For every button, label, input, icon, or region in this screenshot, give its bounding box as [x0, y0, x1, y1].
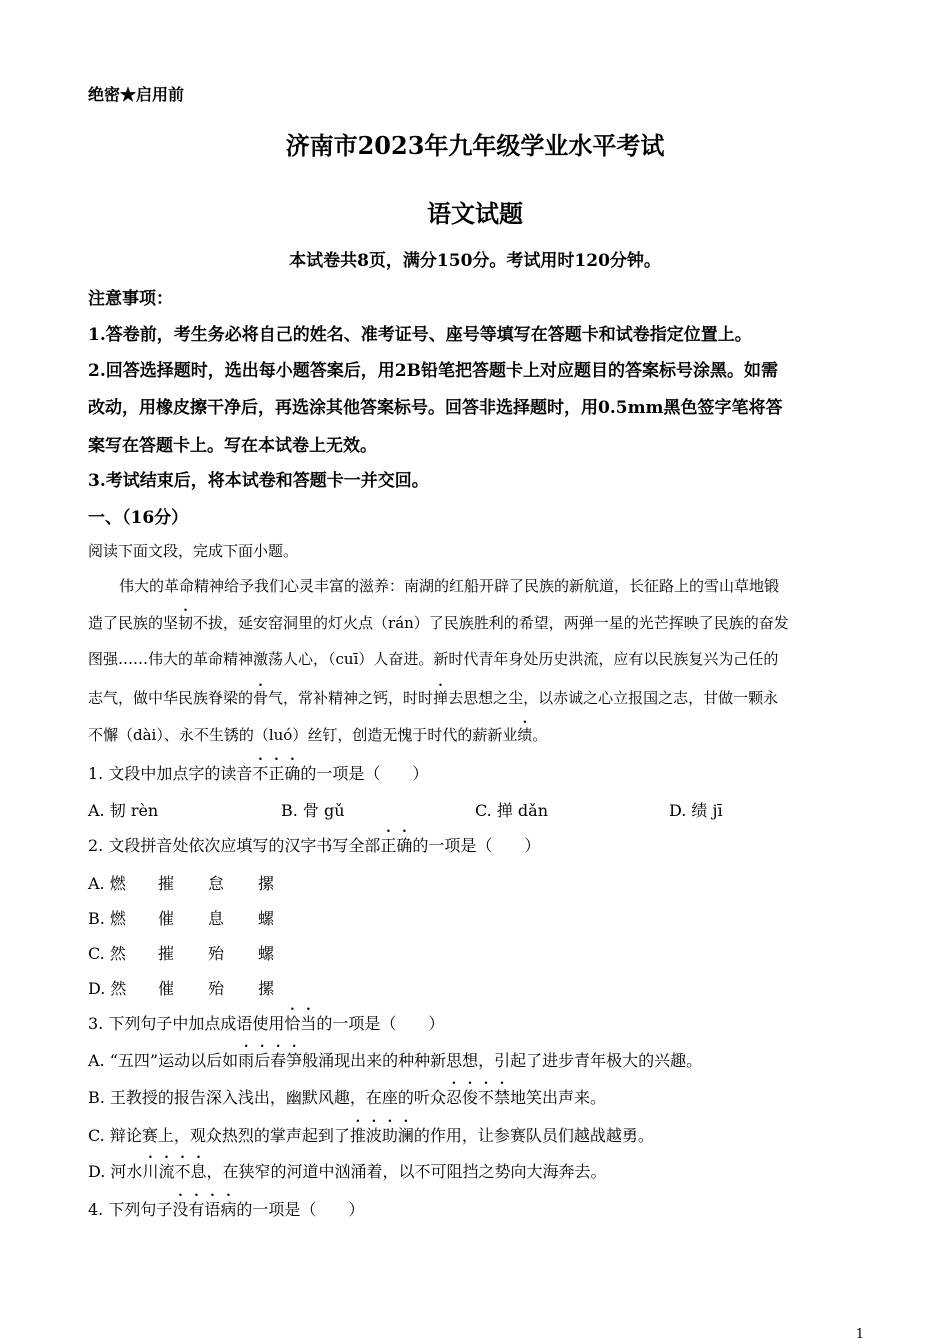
passage-line-2: 造了民族的坚韧不拔，延安窑洞里的灯火点（rán）了民族胜利的希望，两弹一星的光芒挥映了民族的奋发: [88, 614, 789, 632]
passage-line-1: 伟大的革命精神给予我们心灵丰富的滋养：南湖的红船开辟了民族的新航道，长征路上的雪山草地锻: [119, 577, 780, 595]
confidential-label: 绝密★启用前: [88, 85, 185, 104]
q2-option-a: A. 燃 摧 怠 摞: [88, 874, 275, 893]
q1-option-c: C. 掸 dǎn: [475, 801, 549, 820]
q3-option-c: C. 辩论赛上，观众热烈的掌声起到了推波助澜的作用，让参赛队员们越战越勇。: [88, 1126, 654, 1145]
passage-line-3: 图强……伟大的革命精神激荡人心，（cuī）人奋进。新时代青年身处历史洪流，应有以民族复兴为己任的: [88, 650, 779, 668]
q1-option-a: A. 韧 rèn: [88, 801, 159, 820]
exam-title: 济南市2023年九年级学业水平考试: [285, 131, 665, 160]
q2-option-d: D. 然 催 殆 摞: [88, 979, 275, 998]
q2-option-c: C. 然 摧 殆 螺: [88, 944, 275, 963]
page-number: 1: [855, 1327, 864, 1342]
note-2-line-3: 案写在答题卡上。写在本试卷上无效。: [88, 436, 377, 456]
section-heading: 一、（16分）: [88, 508, 189, 528]
dotted-char: 骨: [253, 689, 269, 707]
note-3: 3.考试结束后，将本试卷和答题卡一并交回。: [88, 471, 429, 491]
q3-option-b: B. 王教授的报告深入浅出，幽默风趣，在座的听众忍俊不禁地笑出声来。: [88, 1088, 607, 1107]
passage-line-4: 志气，做中华民族脊梁的骨气，常补精神之钙，时时掸去思想之尘，以赤诚之心立报国之志，甘做一颗永: [88, 689, 779, 707]
question-3: 3. 下列句子中加点成语使用恰当的一项是（ ）: [88, 1014, 445, 1033]
exam-info: 本试卷共8页，满分150分。考试用时120分钟。: [289, 251, 661, 271]
dotted-char: 掸: [433, 689, 449, 707]
q2-option-b: B. 燃 催 息 螺: [88, 909, 275, 928]
passage-line-5: 不懈（dài）、永不生锈的（luó）丝钉，创造无愧于时代的薪新业绩。: [88, 726, 548, 744]
dotted-char: 绩: [517, 726, 533, 744]
q3-option-d: D. 河水川流不息，在狭窄的河道中汹涌着，以不可阻挡之势向大海奔去。: [88, 1162, 607, 1181]
note-2-line-2: 改动，用橡皮擦干净后，再选涂其他答案标号。回答非选择题时，用0.5mm黑色签字笔将答: [88, 398, 783, 418]
q3-option-a: A. “五四”运动以后如雨后春笋般涌现出来的种种新思想，引起了进步青年极大的兴趣。: [88, 1051, 703, 1070]
q1-option-d: D. 绩 jī: [669, 801, 723, 820]
exam-subtitle: 语文试题: [427, 199, 523, 228]
question-1: 1. 文段中加点字的读音不正确的一项是（ ）: [88, 764, 429, 783]
q1-option-b: B. 骨 gǔ: [281, 801, 345, 820]
reading-instruction: 阅读下面文段，完成下面小题。: [88, 542, 299, 560]
note-1: 1.答卷前，考生务必将自己的姓名、准考证号、座号等填写在答题卡和试卷指定位置上。: [88, 325, 752, 345]
notes-heading: 注意事项：: [88, 289, 173, 309]
note-2-line-1: 2.回答选择题时，选出每小题答案后，用2B铅笔把答题卡上对应题目的答案标号涂黑。如需: [88, 361, 778, 381]
question-4: 4. 下列句子没有语病的一项是（ ）: [88, 1200, 365, 1219]
dotted-char: 韧: [178, 614, 194, 632]
question-2: 2. 文段拼音处依次应填写的汉字书写全部正确的一项是（ ）: [88, 836, 541, 855]
